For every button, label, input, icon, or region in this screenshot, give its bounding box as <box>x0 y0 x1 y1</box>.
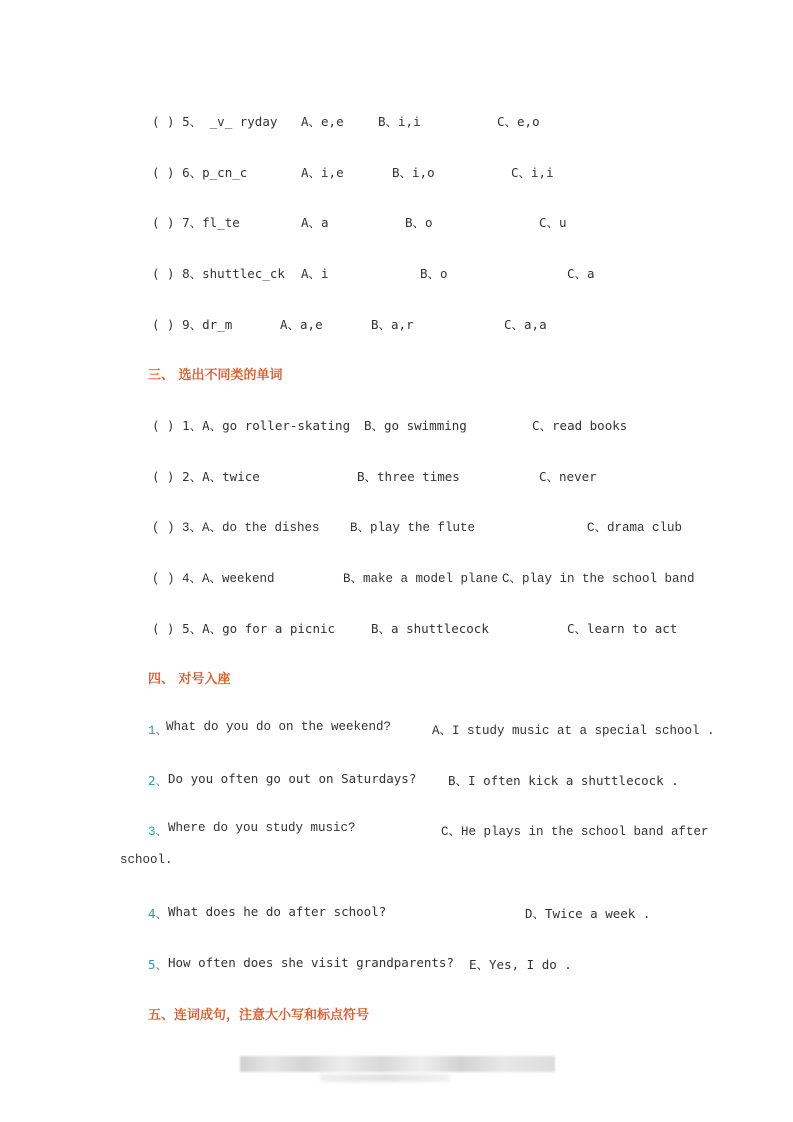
question: How often does she visit grandparents? <box>168 955 454 970</box>
option-b: B、three times <box>357 469 460 484</box>
option-b: B、o <box>405 215 433 230</box>
s3-row <box>0 416 793 434</box>
blurred-watermark <box>320 1074 450 1082</box>
question-stem: ( ) 9、dr_m <box>152 317 233 332</box>
option-a: A、a <box>301 215 329 230</box>
question-stem: ( ) 4、A、weekend <box>152 572 275 586</box>
question-stem: ( ) 2、A、twice <box>152 469 260 484</box>
s2-row <box>0 112 793 130</box>
section4-title: 四、 对号入座 <box>148 672 231 687</box>
item-number: 3、 <box>148 825 169 839</box>
question-stem: ( ) 3、A、do the dishes <box>152 521 320 535</box>
option-b: B、a shuttlecock <box>371 621 489 636</box>
section5-title: 五、连词成句，注意大小写和标点符号 <box>148 1008 370 1023</box>
option-c: C、i,i <box>511 165 554 180</box>
option-c: C、read books <box>532 418 628 433</box>
option-a: A、i <box>301 266 329 281</box>
option-c: C、a,a <box>504 317 547 332</box>
question-stem: ( ) 1、A、go roller-skating <box>152 418 351 433</box>
s4-row <box>0 821 793 839</box>
s2-row <box>0 163 793 181</box>
option-b: B、a,r <box>371 317 414 332</box>
option-c: C、play in the school band <box>502 572 695 586</box>
continuation-text: school. <box>120 853 173 867</box>
option-b: B、make a model plane <box>343 572 499 586</box>
s4-row <box>0 904 793 922</box>
section3-title: 三、 选出不同类的单词 <box>148 368 283 383</box>
answer: B、I often kick a shuttlecock . <box>448 773 679 788</box>
option-a: A、e,e <box>301 114 344 129</box>
option-c: C、e,o <box>497 114 540 129</box>
option-b: B、i,o <box>392 165 435 180</box>
question-stem: ( ) 6、p_cn_c <box>152 165 248 180</box>
option-c: C、a <box>567 266 595 281</box>
answer: E、Yes, I do . <box>469 957 572 972</box>
answer: D、Twice a week . <box>525 906 651 921</box>
s2-row <box>0 315 793 333</box>
item-number: 4、 <box>148 906 169 921</box>
s3-row <box>0 619 793 637</box>
s3-row <box>0 568 793 586</box>
option-c: C、u <box>539 215 567 230</box>
question: Do you often go out on Saturdays? <box>168 771 417 786</box>
s3-row <box>0 467 793 485</box>
question: What do you do on the weekend? <box>166 720 392 734</box>
question-stem: ( ) 5、 _v_ ryday <box>152 114 278 129</box>
question: Where do you study music? <box>168 821 356 835</box>
option-b: B、o <box>420 266 448 281</box>
answer: C、He plays in the school band after <box>441 825 709 839</box>
s4-row <box>0 955 793 973</box>
s4-row <box>0 720 793 738</box>
option-c: C、never <box>539 469 597 484</box>
option-b: B、i,i <box>378 114 421 129</box>
s4-row <box>0 771 793 789</box>
question-stem: ( ) 8、shuttlec_ck <box>152 266 285 281</box>
option-b: B、play the flute <box>350 521 476 535</box>
option-b: B、go swimming <box>364 418 467 433</box>
option-a: A、a,e <box>280 317 323 332</box>
question-stem: ( ) 5、A、go for a picnic <box>152 621 336 636</box>
item-number: 1、 <box>148 724 169 738</box>
question-stem: ( ) 7、fl_te <box>152 215 240 230</box>
option-c: C、learn to act <box>567 621 678 636</box>
question: What does he do after school? <box>168 904 387 919</box>
item-number: 5、 <box>148 957 169 972</box>
item-number: 2、 <box>148 773 169 788</box>
option-c: C、drama club <box>587 521 683 535</box>
option-a: A、i,e <box>301 165 344 180</box>
s2-row <box>0 213 793 231</box>
answer: A、I study music at a special school . <box>432 724 715 738</box>
blurred-watermark <box>240 1056 555 1072</box>
s3-row <box>0 517 793 535</box>
s2-row <box>0 264 793 282</box>
